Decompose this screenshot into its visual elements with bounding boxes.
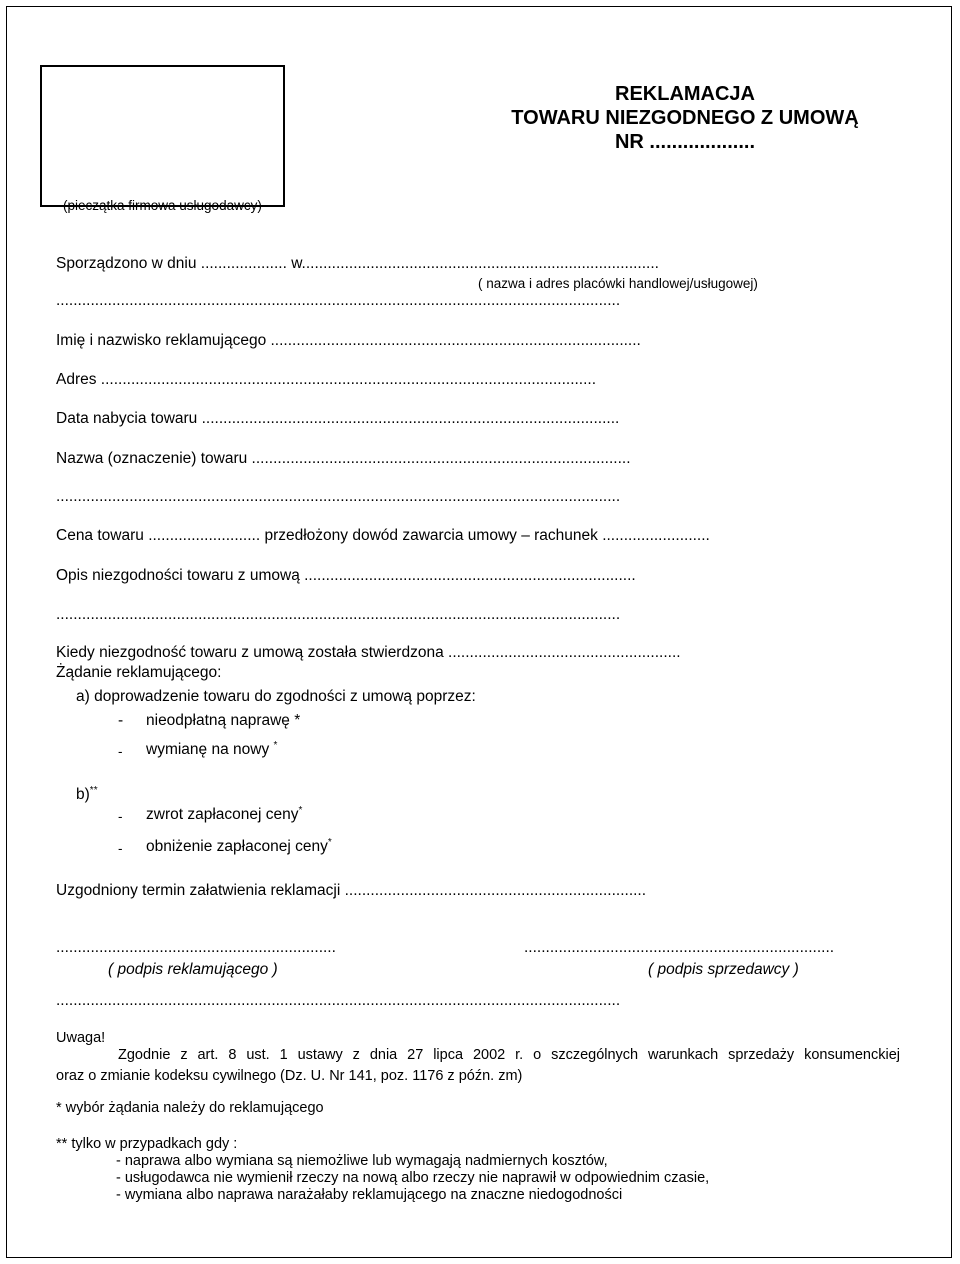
seller-signature-line: ........................................................................ xyxy=(524,939,835,956)
nonconformity-description-field-line-2: ................................................................................................................................... xyxy=(56,606,621,623)
company-stamp-box xyxy=(40,65,285,207)
complainant-signature-caption: ( podpis reklamującego ) xyxy=(108,961,278,978)
created-on-field: Sporządzono w dniu .................... w................................................................................... xyxy=(56,255,659,272)
option-b1-label: zwrot zapłaconej ceny* xyxy=(146,805,303,823)
footnote-single-asterisk: * wybór żądania należy do reklamującego xyxy=(56,1100,324,1116)
option-a2-dash: - xyxy=(118,744,123,759)
found-when-field: Kiedy niezgodność towaru z umową została stwierdzona ...................................................... xyxy=(56,644,681,661)
option-a1-dash: - xyxy=(118,712,124,729)
option-a1-label: nieodpłatną naprawę * xyxy=(146,712,301,729)
address-field: Adres ................................................................................................................... xyxy=(56,371,597,388)
price-field: Cena towaru .......................... przedłożony dowód zawarcia umowy – rachunek ......................... xyxy=(56,527,710,544)
notes-heading: Uwaga! xyxy=(56,1030,106,1046)
product-name-field-line-2: ................................................................................................................................... xyxy=(56,488,621,505)
nonconformity-description-field: Opis niezgodności towaru z umową ............................................................................. xyxy=(56,567,636,584)
demand-label: Żądanie reklamującego: xyxy=(56,664,222,681)
place-caption: ( nazwa i adres placówki handlowej/usługowej) xyxy=(478,276,758,291)
option-b2-dash: - xyxy=(118,841,123,856)
agreed-date-field: Uzgodniony termin załatwienia reklamacji ...................................................................... xyxy=(56,882,647,899)
option-b2-label: obniżenie zapłaconej ceny* xyxy=(146,837,332,855)
condition-3: - wymiana albo naprawa narażałaby reklamującego na znaczne niedogodności xyxy=(116,1187,623,1203)
complainant-signature-line: ................................................................. xyxy=(56,939,336,956)
option-a2-label: wymianę na nowy * xyxy=(146,740,278,758)
title-line-1: REKLAMACJA xyxy=(615,83,755,105)
title-line-2: TOWARU NIEZGODNEGO Z UMOWĄ xyxy=(511,107,859,129)
law-reference-line-1: Zgodnie z art. 8 ust. 1 ustawy z dnia 27 lipca 2002 r. o szczególnych warunkach sprzedaży konsumenckiej xyxy=(118,1047,900,1063)
title-line-3: NR ................... xyxy=(614,131,756,153)
option-a-label: a) doprowadzenie towaru do zgodności z umową poprzez: xyxy=(76,688,476,705)
place-field-line-2: ................................................................................................................................... xyxy=(56,292,621,309)
condition-2: - usługodawca nie wymienił rzeczy na nową albo rzeczy nie naprawił w odpowiednim czasie, xyxy=(116,1170,710,1186)
complainant-name-field: Imię i nazwisko reklamującego ...................................................................................... xyxy=(56,332,641,349)
product-name-field: Nazwa (oznaczenie) towaru ........................................................................................ xyxy=(56,450,631,467)
option-b-label: b)** xyxy=(76,785,98,803)
stamp-caption: (pieczątka firmowa usługodawcy) xyxy=(63,198,262,213)
purchase-date-field: Data nabycia towaru ................................................................................................. xyxy=(56,410,620,427)
condition-1: - naprawa albo wymiana są niemożliwe lub wymagają nadmiernych kosztów, xyxy=(116,1153,608,1169)
footnote-double-asterisk: ** tylko w przypadkach gdy : xyxy=(56,1136,238,1152)
option-b1-dash: - xyxy=(118,809,123,824)
extra-dotted-line: ................................................................................................................................... xyxy=(56,992,621,1009)
law-reference-line-2: oraz o zmianie kodeksu cywilnego (Dz. U. Nr 141, poz. 1176 z późn. zm) xyxy=(56,1068,523,1084)
seller-signature-caption: ( podpis sprzedawcy ) xyxy=(648,961,799,978)
